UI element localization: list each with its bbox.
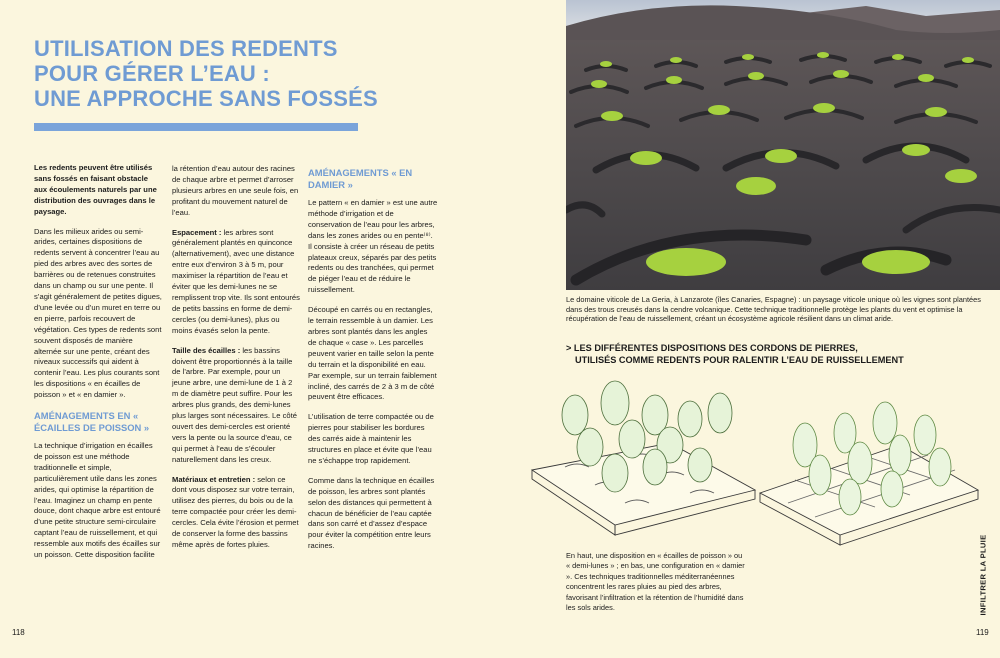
damier-paragraph-3: L’utilisation de terre compactée ou de pierres pour stabiliser les bordures des carrés aide à maintenir les structures en place et évite que l’eau ne s’échappe trop rapidement. <box>308 412 434 465</box>
text-column-3 <box>308 163 438 561</box>
side-label-text: INFILTRER LA PLUIE <box>978 534 988 616</box>
title-line-2: POUR GÉRER L’EAU : <box>34 61 270 86</box>
chapter-side-label <box>976 534 990 616</box>
damier-paragraph-1: Le pattern « en damier » est une autre méthode d’irrigation et de conservation de l’eau pour les arbres, dans les zones arides ou en pente⁽⁸⁾. Il consiste à créer un réseau de petits plateaux creux, séparés par des petits redents ou des tranchées, qui permet de piéger l’eau et de réduire le ruissellement. <box>308 198 438 295</box>
title-line-1: UTILISATION DES REDENTS <box>34 36 338 61</box>
section-heading-line-1: > LES DIFFÉRENTES DISPOSITIONS DES CORDONS DE PIERRES, <box>566 343 858 353</box>
intro-paragraph: Dans les milieux arides ou semi-arides, certaines dispositions de redents servent à concentrer l’eau au pied des arbres avec des sortes de barrières ou de retenues construites dans un champ ou sur une pente. Il s’agit généralement de petites digues, d’une levée ou d’un muret en terre ou en pierre, parfois recouvert de végétation. Ces types de redents sont souvent disposés de manière alternée sur une pente, créant des niveaux successifs qui aident à contenir l’eau. Les plus courants sont les dispositions « en écailles de poisson » et « en damier ». <box>34 226 162 400</box>
section-heading-line-2: UTILISÉS COMME REDENTS POUR RALENTIR L’EAU DE RUISSELLEMENT <box>575 354 904 365</box>
damier-paragraph-2: Découpé en carrés ou en rectangles, le terrain ressemble à un damier. Les arbres sont plantés dans les angles de chaque « case ». Les parcelles peuvent varier en taille selon la pente du terrain et la disponibilité en eau. Par exemple, sur un terrain faiblement incliné, des carrés de 2 à 3 m de côté peuvent être efficaces. <box>308 305 437 402</box>
vineyard-photo <box>566 0 1000 290</box>
redent-illustrations <box>520 375 990 550</box>
retention-paragraph: la rétention d’eau autour des racines de chaque arbre et permet d’arroser plusieurs arbres en une seule fois, en profitant du mouvement naturel de l’eau. <box>172 164 299 217</box>
fish-scale-block-illustration <box>532 443 755 535</box>
materiaux-text: selon ce dont vous disposez sur votre terrain, utilisez des pierres, du bois ou de la terre compactée pour créer les demi-cercles. Cela évite l’érosion et permet de conserver la forme des bassins même après de fortes pluies. <box>172 474 299 549</box>
heading-ecailles-de-poisson: AMÉNAGEMENTS EN « ÉCAILLES DE POISSON » <box>34 410 150 433</box>
taille-paragraph <box>172 346 300 466</box>
damier-paragraph-4: Comme dans la technique en écailles de poisson, les arbres sont plantés selon des distances qui permettent à chacun de bénéficier de l’eau captée dans son carré et d’assez d’espace pour éviter la compétition entre leurs racines. <box>308 475 435 551</box>
heading-en-damier: AMÉNAGEMENTS « EN DAMIER » <box>308 167 413 190</box>
espacement-text: les arbres sont généralement plantés en quinconce (alternativement), avec une distance entre eux d’environ 3 à 5 m, pour maximiser la répartition de l’eau et éviter que les demi-lunes ne se remplissent trop vite. Ils sont entourés de petits bassins en forme de demi-cercles (ou demi-lunes), plus ou moins évasés selon la pente. <box>172 227 300 335</box>
espacement-label: Espacement : <box>172 227 222 237</box>
ecailles-paragraph: La technique d’irrigation en écailles de poisson est une méthode traditionnelle et simple, particulièrement utile dans les zones arides, qui optimise la répartition de l’eau. Imaginez un champ en pente douce, dont chaque arbre est entouré d’une petite structure semi-circulaire captant l’eau de ruissellement, et qui ressemble aux motifs des écailles sur un poisson. Cette disposition facilite <box>34 441 161 560</box>
page-number-right: 119 <box>976 628 989 637</box>
illustration-caption: En haut, une disposition en « écailles de poisson » ou « demi-lunes » ; en bas, une configuration en « damier ». Ces techniques traditionnelles méditerranéennes concentrent les rares pluies au pied des arbres, favorisant l’infiltration et la rétention de l’humidité dans les sols arides. <box>566 551 745 613</box>
materiaux-label: Matériaux et entretien : <box>172 474 256 484</box>
taille-text: les bassins doivent être proportionnés à la taille de l’arbre. Par exemple, pour un jeune arbre, une demi-lune de 1 à 2 m de diamètre peut suffire. Pour les arbres plus grands, des demi-lunes plus larges sont nécessaires. Le côté ouvert des demi-cercles est orienté vers la pente ou la source d’eau, ce qui permet à l’eau de s’écouler naturellement dans les creux. <box>172 345 297 464</box>
title-line-3: UNE APPROCHE SANS FOSSÉS <box>34 86 378 111</box>
text-column-1 <box>34 163 162 570</box>
illustration-section-heading <box>566 343 946 366</box>
text-column-2 <box>172 164 300 560</box>
taille-label: Taille des écailles : <box>172 345 241 355</box>
title-underline-bar <box>34 123 358 131</box>
article-title <box>34 36 378 111</box>
page-number-left: 118 <box>12 628 25 637</box>
materiaux-paragraph <box>172 475 300 551</box>
espacement-paragraph <box>172 228 300 337</box>
photo-caption: Le domaine viticole de La Geria, à Lanzarote (îles Canaries, Espagne) : un paysage viticole unique où les vignes sont plantées dans des trous creusés dans la cendre volcanique. Cette technique traditionnelle protège les plants du vent et optimise la récupération de l’eau de ruissellement, créant un écosystème agricole résilient dans un climat aride. <box>566 295 981 324</box>
lead-paragraph: Les redents peuvent être utilisés sans fossés en faisant obstacle aux écoulements naturels par une distribution des ouvrages dans le paysage. <box>34 163 157 216</box>
